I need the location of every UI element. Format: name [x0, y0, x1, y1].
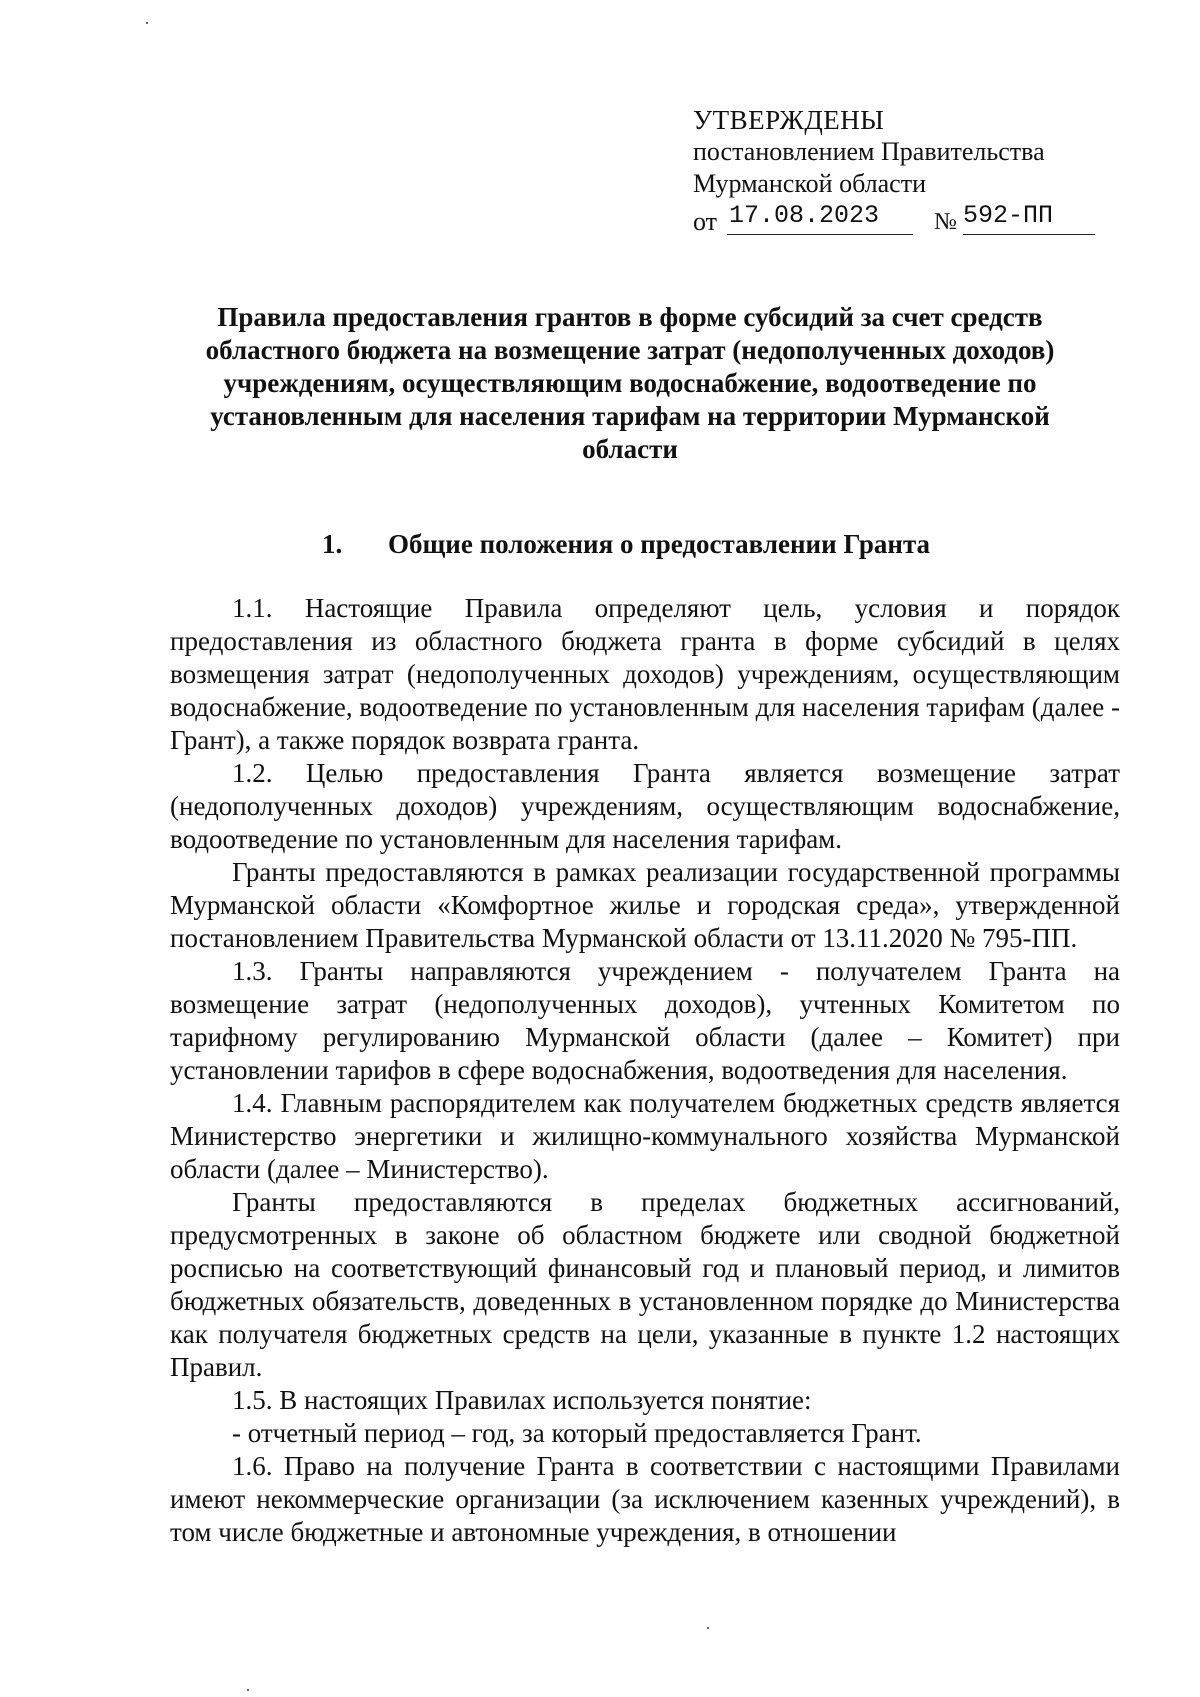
approval-stamp: [693, 104, 1113, 240]
approval-number: 592-ПП: [963, 200, 1095, 235]
approval-line-2: Мурманской области: [693, 169, 926, 198]
approval-date: 17.08.2023: [727, 200, 913, 235]
number-sign: №: [934, 209, 957, 235]
paragraph: 1.1. Настоящие Правила определяют цель, условия и порядок предоставления из областного бюджета гранта в форме субсидий в целях возмещения затрат (недополученных доходов) учреждениям, осуществляющим водоснабжение, водоотведение по установленным для населения тарифам (далее - Грант), а также порядок возврата гранта.: [170, 593, 1120, 755]
scan-speck: [146, 22, 148, 24]
paragraph: 1.2. Целью предоставления Гранта является возмещение затрат (недополученных доходов) учреждениям, осуществляющим водоснабжение, водоотведение по установленным для населения тарифам.: [170, 758, 1120, 854]
paragraph: 1.6. Право на получение Гранта в соответствии с настоящими Правилами имеют некоммерческие организации (за исключением казенных учреждений), в том числе бюджетные и автономные учреждения, в отношении: [170, 1451, 1120, 1547]
document-title: Правила предоставления грантов в форме субсидий за счет средств областного бюджета на возмещение затрат (недополученных доходов) учреждениям, осуществляющим водоснабжение, водоотведение по установленным для населения тарифам на территории Мурманской области: [205, 302, 1055, 464]
section-title: Общие положения о предоставлении Гранта: [388, 529, 931, 559]
date-prefix: от: [693, 207, 718, 236]
paragraph: 1.5. В настоящих Правилах используется понятие:: [232, 1385, 812, 1415]
paragraph: Гранты предоставляются в пределах бюджетных ассигнований, предусмотренных в законе об областном бюджете или сводной бюджетной росписью на соответствующий финансовый год и плановый период, и лимитов бюджетных обязательств, доведенных в установленном порядке до Министерства как получателя бюджетных средств на цели, указанные в пункте 1.2 настоящих Правил.: [170, 1187, 1120, 1382]
scan-speck: [247, 1689, 249, 1691]
paragraph: - отчетный период – год, за который предоставляется Грант.: [232, 1418, 922, 1448]
paragraph: 1.4. Главным распорядителем как получателем бюджетных средств является Министерство энергетики и жилищно-коммунального хозяйства Мурманской области (далее – Министерство).: [170, 1088, 1120, 1184]
paragraph: Гранты предоставляются в рамках реализации государственной программы Мурманской области «Комфортное жилье и городская среда», утвержденной постановлением Правительства Мурманской области от 13.11.2020 № 795-ПП.: [170, 857, 1120, 953]
section-number: 1.: [322, 529, 343, 559]
document-body: [170, 592, 1120, 1549]
approval-line-1: постановлением Правительства: [693, 137, 1045, 166]
paragraph: 1.3. Гранты направляются учреждением - получателем Гранта на возмещение затрат (недополученных доходов), учтенных Комитетом по тарифному регулированию Мурманской области (далее – Комитет) при установлении тарифов в сфере водоснабжения, водоотведения для населения.: [170, 956, 1120, 1085]
approval-heading: УТВЕРЖДЕНЫ: [693, 105, 885, 135]
approval-date-line: [693, 200, 1113, 240]
scan-speck: [707, 1627, 709, 1629]
